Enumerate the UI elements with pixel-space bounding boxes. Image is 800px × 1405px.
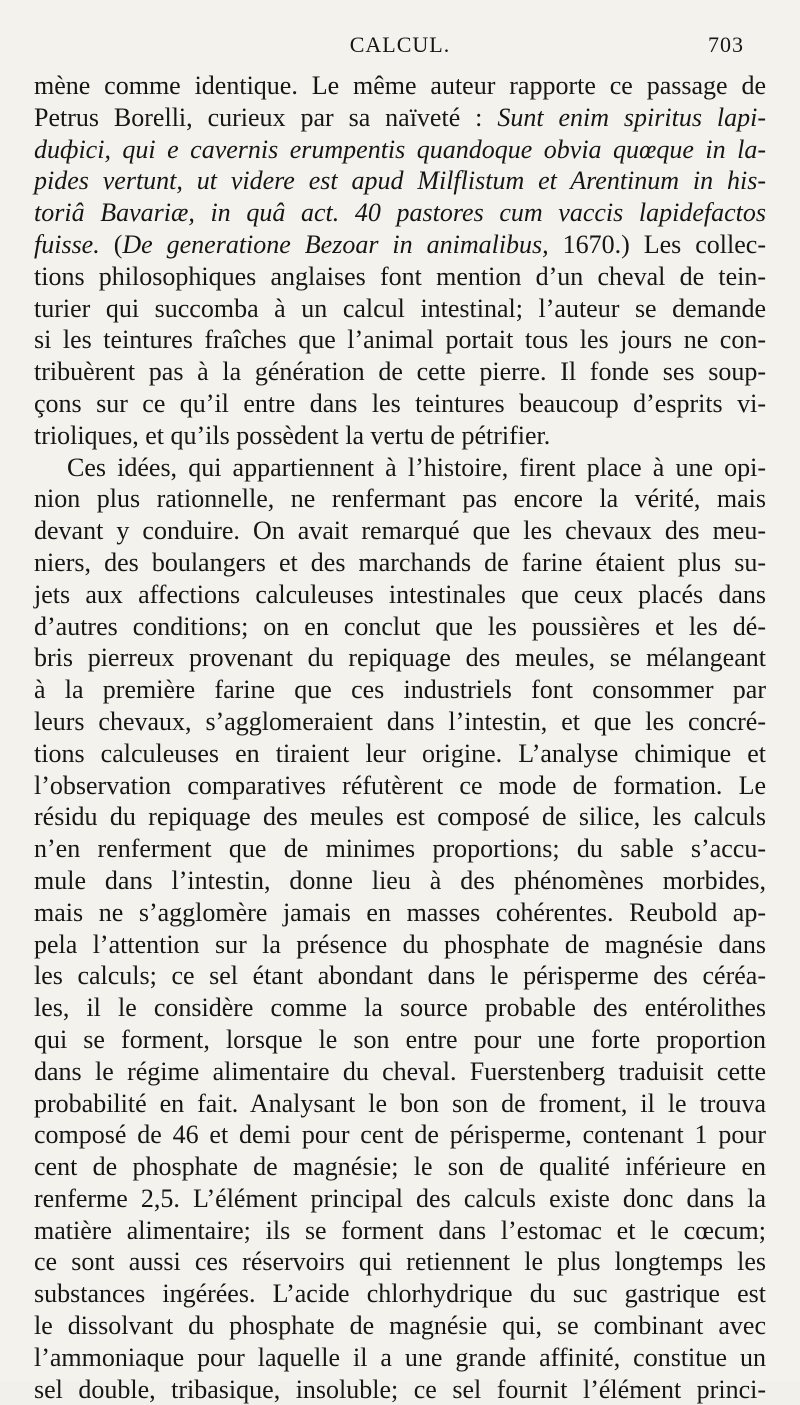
text-line <box>34 992 766 1024</box>
text-segment: les calculs; ce sel étant abondant dans le périsperme des céréa- <box>34 961 766 991</box>
italic-text: toriâ Bavariæ, in quâ act. 40 pastores cum vaccis lapidefactos <box>34 198 766 228</box>
text-line <box>34 960 766 992</box>
text-line <box>34 706 766 738</box>
text-line <box>34 642 766 674</box>
text-line <box>34 1024 766 1056</box>
italic-text: De generatione Bezoar in animalibus, <box>122 229 549 259</box>
text-segment: ( <box>99 229 123 259</box>
italic-text: fuisse. <box>34 229 100 259</box>
text-segment: si les teintures fraîches que l’animal portait tous les jours ne con- <box>34 325 766 355</box>
text-segment: renferme 2,5. L’élément principal des calculs existe donc dans la <box>34 1183 766 1213</box>
text-line <box>34 929 766 961</box>
text-line <box>34 261 766 293</box>
text-segment: devant y conduire. On avait remarqué que les chevaux des meu- <box>34 516 766 546</box>
text-segment: pela l’attention sur la présence du phosphate de magnésie dans <box>34 929 766 959</box>
text-segment: niers, des boulangers et des marchands de farine étaient plus su- <box>34 547 766 577</box>
text-line <box>34 1310 766 1342</box>
text-segment: sel double, tribasique, insoluble; ce sel fournit l’élément princi- <box>34 1374 766 1404</box>
text-segment: mule dans l’intestin, donne lieu à des phénomènes morbides, <box>34 865 766 895</box>
text-segment: l’ammoniaque pour laquelle il a une grande affinité, constitue un <box>34 1342 766 1372</box>
text-line <box>34 897 766 929</box>
text-line <box>34 579 766 611</box>
text-segment: d’autres conditions; on en conclut que les poussières et les dé- <box>34 611 766 641</box>
text-line <box>34 1246 766 1278</box>
text-line <box>34 70 766 102</box>
text-segment: cent de phosphate de magnésie; le son de qualité inférieure en <box>34 1152 766 1182</box>
text-line <box>34 611 766 643</box>
text-segment: 1670.) Les collec- <box>548 229 766 259</box>
text-line <box>34 483 766 515</box>
text-segment: substances ingérées. L’acide chlorhydrique du suc gastrique est <box>34 1279 766 1309</box>
text-segment: le dissolvant du phosphate de magnésie qui, se combinant avec <box>34 1311 766 1341</box>
text-line <box>34 1119 766 1151</box>
text-line <box>34 165 766 197</box>
text-line <box>34 865 766 897</box>
text-line <box>34 1151 766 1183</box>
italic-text: Sunt enim spiritus lapi- <box>497 102 766 132</box>
text-line <box>34 674 766 706</box>
text-line <box>34 102 766 134</box>
text-line <box>34 1056 766 1088</box>
text-line <box>34 547 766 579</box>
text-segment: ce sont aussi ces réservoirs qui retiennent le plus longtemps les <box>34 1247 766 1277</box>
text-segment: mais ne s’agglomère jamais en masses cohérentes. Reubold ap- <box>34 897 766 927</box>
text-line <box>34 1278 766 1310</box>
text-line <box>34 515 766 547</box>
text-segment: Petrus Borelli, curieux par sa naïveté : <box>34 102 498 132</box>
text-line <box>34 1088 766 1120</box>
text-segment: tribuèrent pas à la génération de cette pierre. Il fonde ses soup- <box>34 357 766 387</box>
text-line <box>34 229 766 261</box>
text-segment: tions calculeuses en tiraient leur origine. L’analyse chimique et <box>34 738 766 768</box>
text-segment: tions philosophiques anglaises font mention d’un cheval de tein- <box>34 261 766 291</box>
text-segment: résidu du repiquage des meules est composé de silice, les calculs <box>34 802 766 832</box>
text-segment: bris pierreux provenant du repiquage des meules, se mélangeant <box>34 643 766 673</box>
text-segment: turier qui succomba à un calcul intestinal; l’auteur se demande <box>34 293 766 323</box>
text-segment: çons sur ce qu’il entre dans les teintures beaucoup d’esprits vi- <box>34 388 766 418</box>
text-line <box>34 452 766 484</box>
text-line <box>34 134 766 166</box>
text-line <box>34 770 766 802</box>
text-segment: matière alimentaire; ils se forment dans l’estomac et le cœcum; <box>34 1215 766 1245</box>
text-segment: probabilité en fait. Analysant le bon son de froment, il le trouva <box>34 1088 766 1118</box>
text-line <box>34 1215 766 1247</box>
page-number: 703 <box>708 32 744 57</box>
body-text <box>34 70 766 1405</box>
text-line <box>34 1183 766 1215</box>
text-line <box>34 801 766 833</box>
text-segment: nion plus rationnelle, ne renfermant pas encore la vérité, mais <box>34 484 766 514</box>
italic-text: dифici, qui e cavernis erumpentis quandoque obvia quœque in la- <box>34 134 766 164</box>
text-line <box>34 197 766 229</box>
text-segment: qui se forment, lorsque le son entre pour une forte proportion <box>34 1024 766 1054</box>
text-segment: mène comme identique. Le même auteur rapporte ce passage de <box>34 71 766 100</box>
running-head <box>34 28 766 68</box>
text-segment: jets aux affections calculeuses intestinales que ceux placés dans <box>34 579 766 609</box>
text-segment: l’observation comparatives réfutèrent ce mode de formation. Le <box>34 770 766 800</box>
text-segment: à la première farine que ces industriels font consommer par <box>34 675 766 705</box>
text-line <box>34 420 766 452</box>
text-line <box>34 356 766 388</box>
italic-text: pides vertunt, ut videre est apud Milflistum et Arentinum in his- <box>34 166 766 196</box>
text-segment: leurs chevaux, s’agglomeraient dans l’intestin, et que les concré- <box>34 706 766 736</box>
text-line <box>34 1374 766 1405</box>
text-line <box>34 738 766 770</box>
text-segment: Ces idées, qui appartiennent à l’histoire, firent place à une opi- <box>67 452 766 482</box>
running-head-title: CALCUL. <box>349 32 451 57</box>
text-line <box>34 324 766 356</box>
text-line <box>34 293 766 325</box>
text-line <box>34 1342 766 1374</box>
text-line <box>34 833 766 865</box>
text-line <box>34 388 766 420</box>
text-segment: trioliques, et qu’ils possèdent la vertu de pétrifier. <box>34 420 551 450</box>
text-segment: n’en renferment que de minimes proportions; du sable s’accu- <box>34 834 766 864</box>
text-segment: composé de 46 et demi pour cent de périsperme, contenant 1 pour <box>34 1120 766 1150</box>
text-segment: les, il le considère comme la source probable des entérolithes <box>34 993 766 1023</box>
text-segment: dans le régime alimentaire du cheval. Fuerstenberg traduisit cette <box>34 1056 766 1086</box>
